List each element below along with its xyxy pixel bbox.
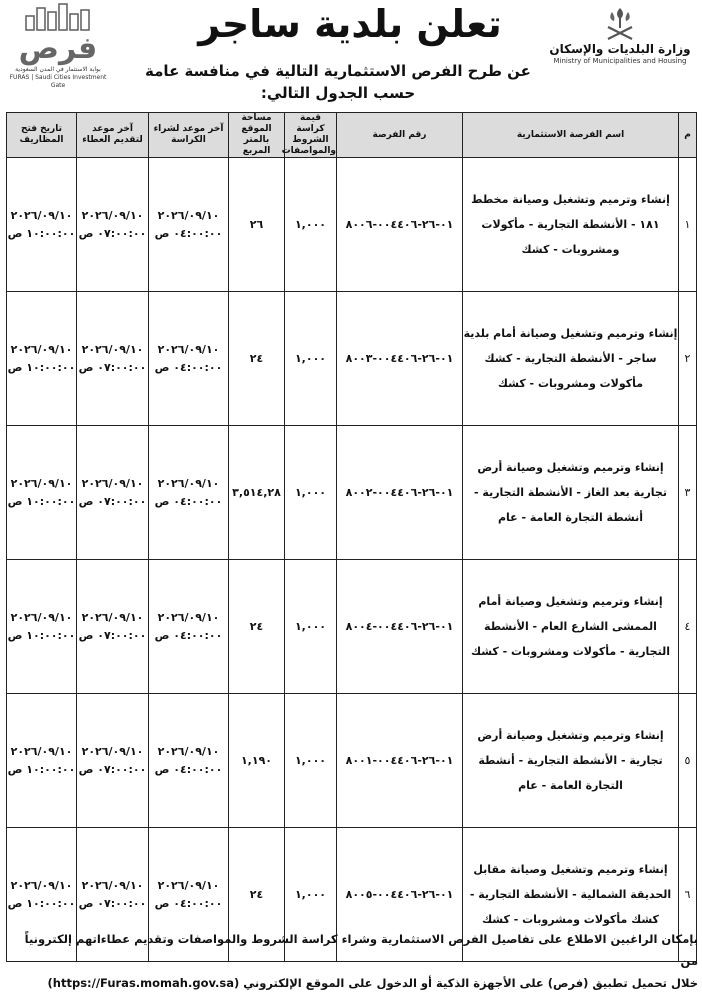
table-row: [7, 694, 697, 828]
table-row: [7, 560, 697, 694]
furas-logo: [8, 2, 108, 90]
footer-line-2-text: خلال تحميل تطبيق (فرص) على الأجهزة الذكية أو الدخول على الموقع الإلكتروني: [243, 976, 698, 990]
ministry-name-en: Ministry of Municipalities and Housing: [553, 57, 687, 65]
bid-deadline-date: ٢٠٢٦/٠٩/١٠: [81, 476, 144, 490]
table-header-row: [7, 113, 697, 158]
envelope-opening: [7, 158, 77, 292]
row-index: ٦: [679, 828, 697, 962]
bid-deadline-time: ٠٧:٠٠:٠٠ ص: [78, 494, 147, 508]
booklet-fee: ١,٠٠٠: [285, 292, 337, 426]
opportunity-name: إنشاء وترميم وتشغيل وصيانة أرض تجارية بعد الغاز - الأنشطة التجارية - أنشطة التجارة العامة - عام: [463, 426, 679, 560]
bid-deadline-date: ٢٠٢٦/٠٩/١٠: [81, 208, 144, 222]
furas-website-link[interactable]: (https://Furas.momah.gov.sa): [47, 976, 240, 990]
bid-deadline: [77, 560, 149, 694]
booklet-deadline-time: ٠٤:٠٠:٠٠ ص: [154, 360, 223, 374]
opportunity-number: ٠١-٢٦-٠٠٤٤٠٦-٨٠٠٤: [337, 560, 463, 694]
envelope-opening-date: ٢٠٢٦/٠٩/١٠: [10, 476, 73, 490]
bid-deadline-date: ٢٠٢٦/٠٩/١٠: [81, 610, 144, 624]
opportunity-name: إنشاء وترميم وتشغيل وصيانة مقابل الحديقة الشمالية - الأنشطة التجارية - كشك مأكولات ومشروبات - كشك: [463, 828, 679, 962]
footer-line-1: بإمكان الراغبين الاطلاع على تفاصيل الفرص الاستثمارية وشراء كراسة الشروط والمواصفات وتقديم عطاءاتهم إلكترونياً من: [24, 932, 698, 968]
booklet-deadline-date: ٢٠٢٦/٠٩/١٠: [157, 744, 220, 758]
envelope-opening-date: ٢٠٢٦/٠٩/١٠: [10, 208, 73, 222]
booklet-deadline-date: ٢٠٢٦/٠٩/١٠: [157, 878, 220, 892]
envelope-opening-time: ١٠:٠٠:٠٠ ص: [7, 360, 76, 374]
bid-deadline: [77, 158, 149, 292]
opportunity-number: ٠١-٢٦-٠٠٤٤٠٦-٨٠٠٥: [337, 828, 463, 962]
bid-deadline-time: ٠٧:٠٠:٠٠ ص: [78, 628, 147, 642]
col-header-index: م: [679, 113, 697, 158]
envelope-opening-date: ٢٠٢٦/٠٩/١٠: [10, 878, 73, 892]
envelope-opening-time: ١٠:٠٠:٠٠ ص: [7, 226, 76, 240]
site-area: ٢٤: [229, 292, 285, 426]
row-index: ٢: [679, 292, 697, 426]
bid-deadline: [77, 426, 149, 560]
page-subtitle: عن طرح الفرص الاستثمارية التالية في منافسة عامة حسب الجدول التالي:: [145, 62, 531, 102]
opportunity-number: ٠١-٢٦-٠٠٤٤٠٦-٨٠٠٣: [337, 292, 463, 426]
bid-deadline-date: ٢٠٢٦/٠٩/١٠: [81, 878, 144, 892]
opportunity-number: ٠١-٢٦-٠٠٤٤٠٦-٨٠٠٦: [337, 158, 463, 292]
envelope-opening: [7, 560, 77, 694]
page-title: تعلن بلدية ساجر: [198, 2, 502, 46]
envelope-opening: [7, 426, 77, 560]
col-header-opportunity-name: اسم الفرصة الاستثمارية: [463, 113, 679, 158]
bid-deadline: [77, 292, 149, 426]
opportunity-number: ٠١-٢٦-٠٠٤٤٠٦-٨٠٠٢: [337, 426, 463, 560]
bid-deadline: [77, 694, 149, 828]
opportunity-name: إنشاء وترميم وتشغيل وصيانة أمام الممشى الشارع العام - الأنشطة التجارية - مأكولات ومشروبات - كشك: [463, 560, 679, 694]
ad-header: [0, 0, 702, 112]
site-area: ٢٤: [229, 828, 285, 962]
table-row: [7, 158, 697, 292]
row-index: ١: [679, 158, 697, 292]
table-row: [7, 292, 697, 426]
booklet-deadline: [149, 560, 229, 694]
row-index: ٤: [679, 560, 697, 694]
col-header-envelope-opening: تاريخ فتح المظاريف: [7, 113, 77, 158]
bid-deadline-date: ٢٠٢٦/٠٩/١٠: [81, 744, 144, 758]
envelope-opening: [7, 292, 77, 426]
site-area: ٢٦: [229, 158, 285, 292]
opportunity-name: إنشاء وترميم وتشغيل وصيانة مخطط ١٨١ - الأنشطة التجارية - مأكولات ومشروبات - كشك: [463, 158, 679, 292]
furas-tagline-ar: بوابة الاستثمار في المدن السعودية: [15, 66, 101, 73]
furas-wordmark: فرص: [18, 31, 98, 66]
row-index: ٣: [679, 426, 697, 560]
bid-deadline-time: ٠٧:٠٠:٠٠ ص: [78, 896, 147, 910]
opportunity-name: إنشاء وترميم وتشغيل وصيانة أمام بلدية ساجر - الأنشطة التجارية - كشك مأكولات ومشروبات - كشك: [463, 292, 679, 426]
booklet-fee: ١,٠٠٠: [285, 426, 337, 560]
booklet-fee: ١,٠٠٠: [285, 560, 337, 694]
site-area: ١,١٩٠: [229, 694, 285, 828]
bid-deadline-time: ٠٧:٠٠:٠٠ ص: [78, 360, 147, 374]
booklet-deadline-time: ٠٤:٠٠:٠٠ ص: [154, 762, 223, 776]
envelope-opening-date: ٢٠٢٦/٠٩/١٠: [10, 342, 73, 356]
furas-tagline-en: FURAS | Saudi Cities Investment Gate: [9, 74, 107, 89]
row-index: ٥: [679, 694, 697, 828]
booklet-deadline-date: ٢٠٢٦/٠٩/١٠: [157, 610, 220, 624]
envelope-opening-time: ١٠:٠٠:٠٠ ص: [7, 896, 76, 910]
envelope-opening-time: ١٠:٠٠:٠٠ ص: [7, 762, 76, 776]
envelope-opening-date: ٢٠٢٦/٠٩/١٠: [10, 610, 73, 624]
opportunities-table: [6, 112, 697, 962]
envelope-opening-date: ٢٠٢٦/٠٩/١٠: [10, 744, 73, 758]
col-header-booklet-fee: قيمة كراسة الشروط والمواصفات: [281, 113, 336, 156]
booklet-deadline: [149, 426, 229, 560]
booklet-deadline-time: ٠٤:٠٠:٠٠ ص: [154, 896, 223, 910]
table-row: [7, 426, 697, 560]
city-skyline-icon: [12, 2, 104, 32]
opportunity-name: إنشاء وترميم وتشغيل وصيانة أرض تجارية - الأنشطة التجارية - أنشطة التجارة العامة - عام: [463, 694, 679, 828]
bid-deadline-time: ٠٧:٠٠:٠٠ ص: [78, 226, 147, 240]
saudi-emblem-icon: [603, 6, 637, 42]
ministry-name-ar: وزارة البلديات والإسكان: [549, 42, 691, 56]
col-header-booklet-deadline: آخر موعد لشراء الكراسة: [149, 113, 229, 158]
bid-deadline-date: ٢٠٢٦/٠٩/١٠: [81, 342, 144, 356]
booklet-deadline-date: ٢٠٢٦/٠٩/١٠: [157, 476, 220, 490]
opportunity-number: ٠١-٢٦-٠٠٤٤٠٦-٨٠٠١: [337, 694, 463, 828]
footer-line-2: [4, 972, 698, 994]
booklet-deadline-time: ٠٤:٠٠:٠٠ ص: [154, 628, 223, 642]
col-header-site-area: مساحة الموقع بالمتر المربع: [229, 113, 285, 158]
site-area: ٢٤: [229, 560, 285, 694]
booklet-deadline: [149, 292, 229, 426]
site-area: ٣,٥١٤,٢٨: [229, 426, 285, 560]
footer-note: [4, 928, 698, 994]
booklet-deadline-date: ٢٠٢٦/٠٩/١٠: [157, 342, 220, 356]
booklet-deadline-date: ٢٠٢٦/٠٩/١٠: [157, 208, 220, 222]
booklet-fee: ١,٠٠٠: [285, 694, 337, 828]
bid-deadline-time: ٠٧:٠٠:٠٠ ص: [78, 762, 147, 776]
ministry-logo: [546, 6, 694, 65]
envelope-opening-time: ١٠:٠٠:٠٠ ص: [7, 494, 76, 508]
col-header-bid-deadline: آخر موعد لتقديم العطاء: [77, 113, 149, 158]
booklet-deadline: [149, 694, 229, 828]
envelope-opening: [7, 694, 77, 828]
booklet-deadline-time: ٠٤:٠٠:٠٠ ص: [154, 226, 223, 240]
booklet-deadline: [149, 158, 229, 292]
booklet-deadline-time: ٠٤:٠٠:٠٠ ص: [154, 494, 223, 508]
booklet-fee: ١,٠٠٠: [285, 158, 337, 292]
col-header-opportunity-number: رقم الفرصة: [337, 113, 463, 158]
booklet-fee: ١,٠٠٠: [285, 828, 337, 962]
envelope-opening-time: ١٠:٠٠:٠٠ ص: [7, 628, 76, 642]
